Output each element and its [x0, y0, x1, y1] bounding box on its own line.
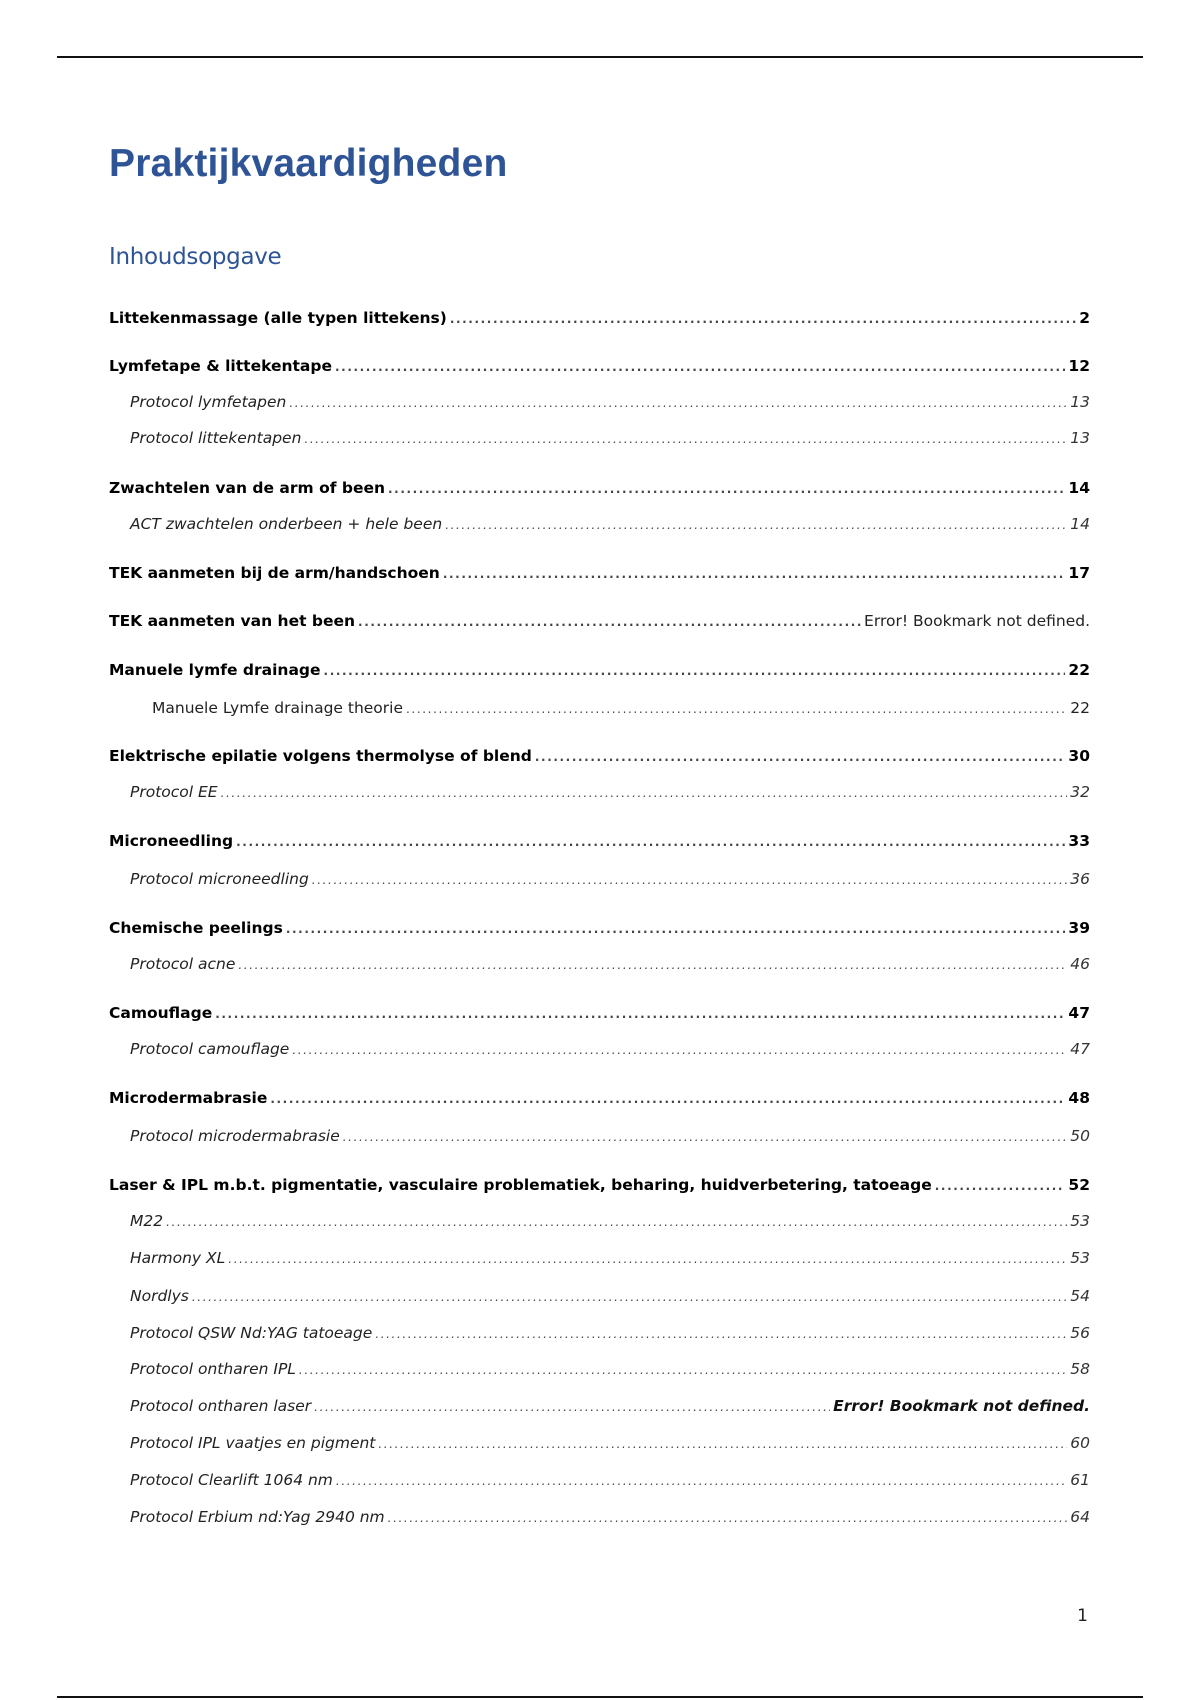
toc-entry-label: M22 — [130, 1212, 164, 1230]
toc-entry-manuele-lymfe-drainage[interactable] — [109, 659, 1090, 681]
toc-entry-label: Zwachtelen van de arm of been — [109, 479, 386, 497]
toc-entry-page: 14 — [1070, 515, 1090, 533]
toc-entry-label: Microdermabrasie — [109, 1089, 268, 1107]
toc-entry-label: Manuele Lymfe drainage theorie — [152, 699, 404, 717]
toc-entry-microneedling[interactable] — [109, 830, 1090, 852]
toc-entry-lymfetape[interactable] — [109, 355, 1090, 377]
toc-entry-protocol-erbium[interactable] — [130, 1506, 1090, 1528]
toc-entry-error: Error! Bookmark not defined. — [864, 612, 1090, 630]
toc-entry-harmony-xl[interactable] — [130, 1247, 1090, 1269]
toc-entry-label: Nordlys — [130, 1287, 189, 1305]
toc-entry-page: 30 — [1068, 747, 1090, 765]
toc-entry-zwachtelen[interactable] — [109, 477, 1090, 499]
toc-entry-page: 2 — [1079, 309, 1090, 327]
toc-entry-label: Elektrische epilatie volgens thermolyse of blend — [109, 747, 532, 765]
toc-entry-label: Protocol littekentapen — [130, 429, 302, 447]
toc-entry-protocol-qsw[interactable] — [130, 1322, 1090, 1344]
toc-entry-label: Laser & IPL m.b.t. pigmentatie, vasculaire problematiek, beharing, huidverbetering, tatoeage — [109, 1176, 932, 1194]
toc-entry-tek-been[interactable] — [109, 610, 1090, 632]
toc-entry-page: 64 — [1070, 1508, 1090, 1526]
toc-entry-label: Lymfetape & littekentape — [109, 357, 332, 375]
toc-entry-page: 36 — [1070, 870, 1090, 888]
toc-entry-nordlys[interactable] — [130, 1285, 1090, 1307]
toc-entry-protocol-ipl-vaatjes[interactable] — [130, 1432, 1090, 1454]
toc-entry-label: Protocol microneedling — [130, 870, 309, 888]
toc-entry-protocol-littekentapen[interactable] — [130, 427, 1090, 449]
toc-entry-page: 47 — [1070, 1040, 1090, 1058]
toc-entry-protocol-ontharen-laser[interactable] — [130, 1395, 1090, 1417]
toc-entry-m22[interactable] — [130, 1210, 1090, 1232]
toc-entry-protocol-ontharen-ipl[interactable] — [130, 1358, 1090, 1380]
toc-entry-page: 22 — [1068, 661, 1090, 679]
toc-entry-protocol-microneedling[interactable] — [130, 868, 1090, 890]
toc-entry-page: 53 — [1070, 1249, 1090, 1267]
toc-entry-label: ACT zwachtelen onderbeen + hele been — [130, 515, 443, 533]
page-number: 1 — [1077, 1606, 1088, 1626]
toc-entry-page: 47 — [1068, 1004, 1090, 1022]
toc-entry-page: 13 — [1070, 429, 1090, 447]
toc-entry-page: 53 — [1070, 1212, 1090, 1230]
toc-entry-page: 52 — [1068, 1176, 1090, 1194]
toc-entry-protocol-camouflage[interactable] — [130, 1038, 1090, 1060]
toc-entry-label: Protocol Erbium nd:Yag 2940 nm — [130, 1508, 385, 1526]
toc-entry-protocol-lymfetapen[interactable] — [130, 391, 1090, 413]
toc-entry-label: Protocol ontharen laser — [130, 1397, 312, 1415]
toc-entry-page: 61 — [1070, 1471, 1090, 1489]
toc-entry-label: Protocol camouflage — [130, 1040, 290, 1058]
page-title: Praktijkvaardigheden — [109, 142, 508, 185]
toc-entry-label: Protocol Clearlift 1064 nm — [130, 1471, 333, 1489]
toc-entry-mld-theorie[interactable] — [152, 697, 1090, 719]
toc-entry-laser-ipl[interactable] — [109, 1174, 1090, 1196]
toc-entry-page: 56 — [1070, 1324, 1090, 1342]
toc-entry-page: 54 — [1070, 1287, 1090, 1305]
toc-entry-error: Error! Bookmark not defined. — [833, 1397, 1090, 1415]
toc-entry-tek-arm[interactable] — [109, 562, 1090, 584]
toc-entry-page: 46 — [1070, 955, 1090, 973]
toc-entry-label: TEK aanmeten van het been — [109, 612, 356, 630]
toc-entry-page: 48 — [1068, 1089, 1090, 1107]
toc-entry-page: 13 — [1070, 393, 1090, 411]
toc-entry-label: Littekenmassage (alle typen littekens) — [109, 309, 447, 327]
toc-entry-microdermabrasie[interactable] — [109, 1087, 1090, 1109]
toc-entry-label: Protocol QSW Nd:YAG tatoeage — [130, 1324, 373, 1342]
header-rule — [57, 56, 1143, 58]
toc-entry-protocol-acne[interactable] — [130, 953, 1090, 975]
toc-entry-label: Protocol IPL vaatjes en pigment — [130, 1434, 376, 1452]
toc-entry-label: Chemische peelings — [109, 919, 283, 937]
toc-entry-act-zwachtelen[interactable] — [130, 513, 1090, 535]
toc-entry-page: 17 — [1068, 564, 1090, 582]
toc-entry-littekenmassage[interactable] — [109, 307, 1090, 329]
toc-entry-label: Protocol acne — [130, 955, 236, 973]
toc-entry-page: 50 — [1070, 1127, 1090, 1145]
toc-entry-protocol-ee[interactable] — [130, 781, 1090, 803]
toc-entry-page: 22 — [1070, 699, 1090, 717]
toc-entry-elektrische-epilatie[interactable] — [109, 745, 1090, 767]
toc-entry-page: 33 — [1068, 832, 1090, 850]
toc-entry-page: 14 — [1068, 479, 1090, 497]
footer-rule — [57, 1696, 1143, 1698]
toc-entry-label: Microneedling — [109, 832, 234, 850]
toc-entry-label: Harmony XL — [130, 1249, 226, 1267]
toc-entry-label: Protocol EE — [130, 783, 218, 801]
toc-entry-label: TEK aanmeten bij de arm/handschoen — [109, 564, 440, 582]
toc-entry-page: 58 — [1070, 1360, 1090, 1378]
toc-heading: Inhoudsopgave — [109, 244, 282, 270]
toc-entry-page: 32 — [1070, 783, 1090, 801]
toc-entry-label: Camouflage — [109, 1004, 213, 1022]
toc-entry-label: Protocol ontharen IPL — [130, 1360, 296, 1378]
toc-entry-label: Protocol microdermabrasie — [130, 1127, 340, 1145]
toc-entry-chemische-peelings[interactable] — [109, 917, 1090, 939]
toc-entry-label: Manuele lymfe drainage — [109, 661, 321, 679]
toc-entry-page: 39 — [1068, 919, 1090, 937]
toc-entry-camouflage[interactable] — [109, 1002, 1090, 1024]
toc-entry-label: Protocol lymfetapen — [130, 393, 287, 411]
toc-entry-page: 12 — [1068, 357, 1090, 375]
toc-entry-protocol-clearlift[interactable] — [130, 1469, 1090, 1491]
toc-entry-protocol-microdermabrasie[interactable] — [130, 1125, 1090, 1147]
toc-entry-page: 60 — [1070, 1434, 1090, 1452]
